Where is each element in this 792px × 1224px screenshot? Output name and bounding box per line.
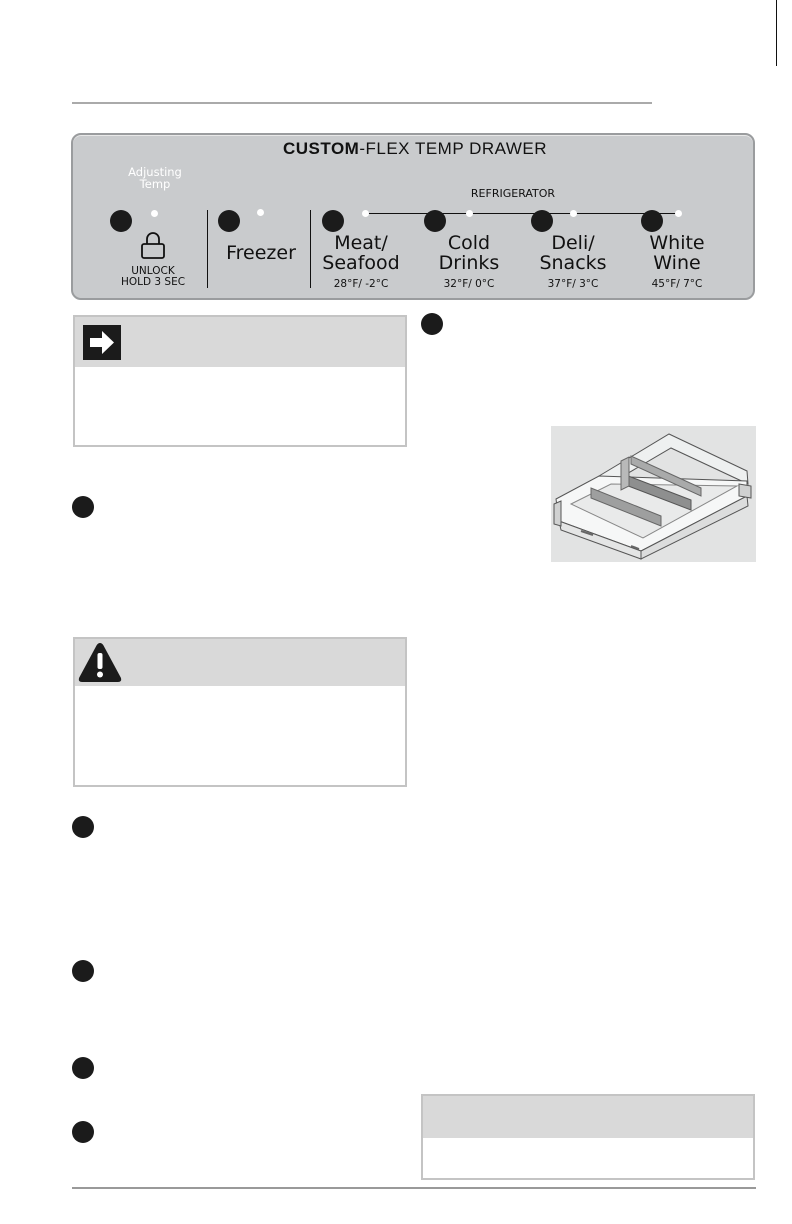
freezer-button[interactable]: Freezer xyxy=(226,242,296,264)
adjusting-temp-label xyxy=(119,166,191,190)
cold-drinks-line-2: Drinks xyxy=(438,252,500,274)
deli-snacks-line-1: Deli/ xyxy=(551,232,595,254)
section-bullet-1 xyxy=(72,496,94,518)
cold-drinks-temp: 32°F/ 0°C xyxy=(443,278,495,290)
exclamation-warning-icon xyxy=(77,641,123,684)
header-rule xyxy=(72,102,652,104)
refrigerator-line xyxy=(365,213,677,214)
lock-icon[interactable] xyxy=(139,231,167,261)
section-bullet-4 xyxy=(72,1057,94,1079)
meat-seafood-line-2: Seafood xyxy=(322,252,400,274)
section-bullet-3 xyxy=(72,960,94,982)
custom-flex-control-panel xyxy=(71,133,755,300)
arrow-right-icon xyxy=(83,325,121,360)
refrigerator-label: REFRIGERATOR xyxy=(470,187,556,200)
deli-snacks-temp: 37°F/ 3°C xyxy=(547,278,599,290)
drawer-illustration xyxy=(551,426,756,562)
adjusting-line-1: Adjusting xyxy=(128,165,182,179)
freezer-callout-number xyxy=(218,210,240,232)
deli-snacks-indicator-dot xyxy=(570,210,577,217)
section-bullet-6 xyxy=(421,313,443,335)
meat-seafood-callout-number xyxy=(322,210,344,232)
cold-drinks-indicator-dot xyxy=(466,210,473,217)
unlock-label xyxy=(103,266,203,288)
warning-callout-header xyxy=(75,639,405,686)
section-bullet-5 xyxy=(72,1121,94,1143)
white-wine-line-1: White xyxy=(649,232,705,254)
white-wine-button[interactable] xyxy=(631,233,723,273)
adjusting-line-2: Temp xyxy=(139,177,171,191)
deli-snacks-button[interactable] xyxy=(527,233,619,273)
meat-seafood-temp: 28°F/ -2°C xyxy=(333,278,389,290)
panel-title xyxy=(73,139,757,159)
section-bullet-2 xyxy=(72,816,94,838)
cold-drinks-line-1: Cold xyxy=(447,232,491,254)
deli-snacks-callout-number xyxy=(531,210,553,232)
meat-seafood-indicator-dot xyxy=(362,210,369,217)
unlock-line-2: HOLD 3 SEC xyxy=(120,276,186,288)
white-wine-line-2: Wine xyxy=(653,252,701,274)
drawer-with-dividers-image xyxy=(551,426,756,562)
note-callout-header xyxy=(75,317,405,367)
crop-mark xyxy=(776,0,777,66)
cold-drinks-button[interactable] xyxy=(423,233,515,273)
white-wine-callout-number xyxy=(641,210,663,232)
adjusting-indicator-dot xyxy=(151,210,158,217)
lock-callout-number xyxy=(110,210,132,232)
panel-divider-1 xyxy=(207,210,208,288)
note-callout xyxy=(73,315,407,447)
bottom-note-box xyxy=(421,1094,755,1180)
cold-drinks-callout-number xyxy=(424,210,446,232)
panel-title-bold: CUSTOM xyxy=(282,139,360,158)
unlock-line-1: UNLOCK xyxy=(131,265,175,277)
white-wine-indicator-dot xyxy=(675,210,682,217)
panel-divider-2 xyxy=(310,210,311,288)
deli-snacks-line-2: Snacks xyxy=(539,252,607,274)
white-wine-temp: 45°F/ 7°C xyxy=(651,278,703,290)
warning-callout xyxy=(73,637,407,787)
footer-rule xyxy=(72,1187,756,1189)
panel-title-rest: -FLEX TEMP DRAWER xyxy=(359,139,547,158)
meat-seafood-line-1: Meat/ xyxy=(334,232,388,254)
meat-seafood-button[interactable] xyxy=(315,233,407,273)
bottom-note-header xyxy=(423,1096,753,1138)
freezer-indicator-dot xyxy=(257,209,264,216)
